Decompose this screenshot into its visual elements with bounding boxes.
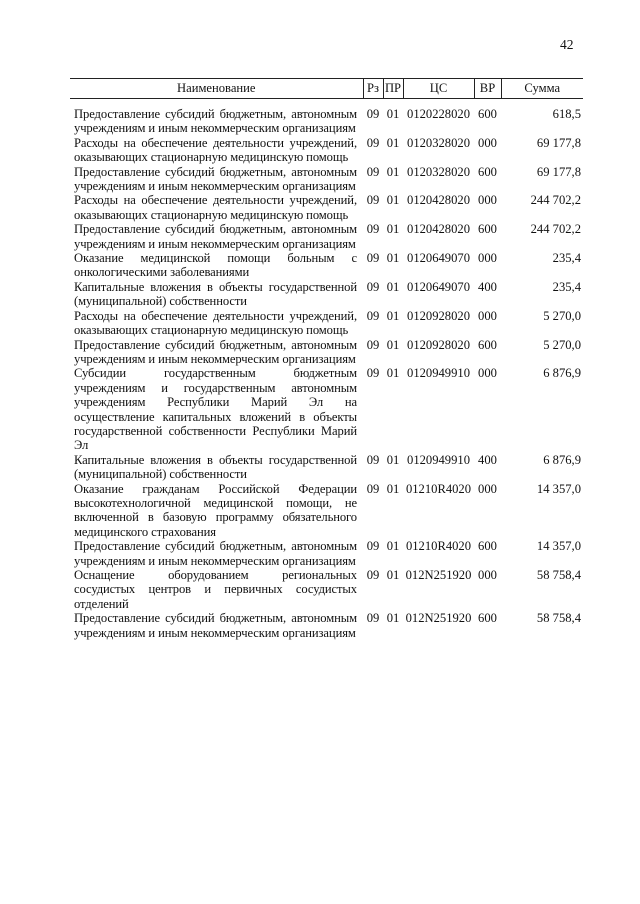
row-cs: 01210R4020 bbox=[405, 481, 472, 496]
row-cs: 0120949910 bbox=[407, 366, 470, 381]
row-sum: 14 357,0 bbox=[536, 539, 581, 554]
table-row bbox=[70, 193, 583, 222]
column-header-sum: Сумма bbox=[501, 79, 583, 99]
table-row bbox=[70, 611, 583, 640]
row-rz: 09 bbox=[366, 308, 380, 323]
row-pr: 01 bbox=[386, 568, 400, 582]
column-header-name: Наименование bbox=[70, 79, 363, 99]
row-name: Предоставление субсидий бюджетным, автономным учреждениям и иным некоммерческим организациям bbox=[74, 107, 357, 136]
table-body bbox=[70, 99, 583, 641]
row-pr: 01 bbox=[386, 539, 400, 554]
row-pr: 01 bbox=[386, 366, 400, 381]
table-row bbox=[70, 338, 583, 367]
table-row bbox=[70, 568, 583, 611]
row-sum: 235,4 bbox=[552, 279, 581, 294]
row-vr: 600 bbox=[478, 611, 497, 626]
row-pr: 01 bbox=[386, 279, 400, 294]
row-vr: 000 bbox=[478, 135, 497, 150]
row-sum: 58 758,4 bbox=[536, 611, 581, 626]
row-pr: 01 bbox=[386, 107, 400, 121]
row-cs: 0120328020 bbox=[407, 135, 470, 150]
row-pr: 01 bbox=[386, 452, 400, 467]
row-sum: 618,5 bbox=[552, 107, 581, 121]
column-header-rz: Рз bbox=[363, 79, 383, 99]
row-pr: 01 bbox=[386, 164, 400, 179]
table-row bbox=[70, 309, 583, 338]
row-pr: 01 bbox=[386, 193, 400, 208]
row-sum: 58 758,4 bbox=[536, 568, 581, 582]
table-row bbox=[70, 222, 583, 251]
row-sum: 5 270,0 bbox=[543, 308, 581, 323]
row-vr: 000 bbox=[478, 193, 497, 208]
row-name: Оказание медицинской помощи больным с онкологическими заболеваниями bbox=[74, 251, 357, 280]
row-name: Расходы на обеспечение деятельности учреждений, оказывающих стационарную медицинскую помощь bbox=[74, 135, 357, 165]
row-pr: 01 bbox=[386, 308, 400, 323]
row-vr: 000 bbox=[478, 308, 497, 323]
table-row bbox=[70, 539, 583, 568]
row-vr: 600 bbox=[478, 337, 497, 352]
row-name: Предоставление субсидий бюджетным, автономным учреждениям и иным некоммерческим организациям bbox=[74, 164, 357, 194]
row-sum: 235,4 bbox=[552, 251, 581, 266]
row-cs: 0120428020 bbox=[407, 193, 470, 208]
row-vr: 400 bbox=[478, 452, 497, 467]
row-vr: 400 bbox=[478, 279, 497, 294]
row-sum: 69 177,8 bbox=[536, 164, 581, 179]
row-vr: 000 bbox=[478, 366, 497, 381]
row-name: Предоставление субсидий бюджетным, автономным учреждениям и иным некоммерческим организациям bbox=[74, 539, 357, 568]
row-rz: 09 bbox=[366, 279, 380, 294]
table-row bbox=[70, 251, 583, 280]
row-sum: 5 270,0 bbox=[543, 337, 581, 352]
row-rz: 09 bbox=[366, 251, 380, 266]
row-name: Предоставление субсидий бюджетным, автономным учреждениям и иным некоммерческим организациям bbox=[74, 222, 357, 251]
row-sum: 69 177,8 bbox=[536, 135, 581, 150]
table-row bbox=[70, 107, 583, 136]
row-vr: 000 bbox=[478, 251, 497, 266]
table-row bbox=[70, 165, 583, 194]
row-rz: 09 bbox=[366, 481, 380, 496]
row-rz: 09 bbox=[366, 222, 380, 237]
row-cs: 0120949910 bbox=[407, 452, 470, 467]
row-pr: 01 bbox=[386, 135, 400, 150]
row-rz: 09 bbox=[366, 611, 380, 626]
row-name: Расходы на обеспечение деятельности учреждений, оказывающих стационарную медицинскую помощь bbox=[74, 193, 357, 222]
row-cs: 0120649070 bbox=[407, 279, 470, 294]
row-rz: 09 bbox=[366, 568, 380, 582]
row-name: Расходы на обеспечение деятельности учреждений, оказывающих стационарную медицинскую помощь bbox=[74, 308, 357, 338]
row-cs: 0120328020 bbox=[407, 164, 470, 179]
row-name: Оказание гражданам Российской Федерации высокотехнологичной медицинской помощи, не включенной в базовую программу обязательного медицинского страхования bbox=[74, 481, 357, 539]
row-vr: 000 bbox=[478, 568, 497, 582]
row-vr: 000 bbox=[478, 481, 497, 496]
table-row bbox=[70, 280, 583, 309]
row-cs: 0120928020 bbox=[407, 308, 470, 323]
budget-table bbox=[70, 78, 583, 640]
table-row bbox=[70, 136, 583, 165]
row-rz: 09 bbox=[366, 193, 380, 208]
page-number: 42 bbox=[560, 37, 574, 52]
table-row bbox=[70, 453, 583, 482]
row-rz: 09 bbox=[366, 107, 380, 121]
row-sum: 244 702,2 bbox=[530, 193, 581, 208]
row-pr: 01 bbox=[386, 611, 400, 626]
row-cs: 0120228020 bbox=[407, 107, 470, 121]
row-sum: 6 876,9 bbox=[543, 366, 581, 381]
row-cs: 012N251920 bbox=[405, 568, 472, 582]
row-vr: 600 bbox=[478, 539, 497, 554]
column-header-pr: ПР bbox=[383, 79, 403, 99]
row-cs: 012N251920 bbox=[405, 611, 472, 626]
row-name: Субсидии государственным бюджетным учреждениям и государственным автономным учреждениям Республики Марий Эл на осуществление капитальных вложений в объекты государственной собственности Республики Марий Эл bbox=[74, 366, 357, 453]
row-rz: 09 bbox=[366, 539, 380, 554]
column-header-vr: ВР bbox=[474, 79, 501, 99]
row-sum: 6 876,9 bbox=[543, 452, 581, 467]
row-name: Оснащение оборудованием региональных сосудистых центров и первичных сосудистых отделений bbox=[74, 568, 357, 611]
row-pr: 01 bbox=[386, 337, 400, 352]
column-header-cs: ЦС bbox=[403, 79, 474, 99]
row-vr: 600 bbox=[478, 222, 497, 237]
row-cs: 0120428020 bbox=[407, 222, 470, 237]
row-cs: 0120928020 bbox=[407, 337, 470, 352]
row-pr: 01 bbox=[386, 222, 400, 237]
row-sum: 244 702,2 bbox=[530, 222, 581, 237]
row-name: Капитальные вложения в объекты государственной (муниципальной) собственности bbox=[74, 279, 357, 309]
row-pr: 01 bbox=[386, 481, 400, 496]
row-vr: 600 bbox=[478, 107, 497, 121]
table-row bbox=[70, 482, 583, 540]
row-rz: 09 bbox=[366, 164, 380, 179]
row-vr: 600 bbox=[478, 164, 497, 179]
row-name: Капитальные вложения в объекты государственной (муниципальной) собственности bbox=[74, 452, 357, 482]
row-pr: 01 bbox=[386, 251, 400, 266]
table-row bbox=[70, 366, 583, 452]
row-cs: 0120649070 bbox=[407, 251, 470, 266]
table-header-row bbox=[70, 79, 583, 99]
row-rz: 09 bbox=[366, 135, 380, 150]
row-rz: 09 bbox=[366, 366, 380, 381]
row-name: Предоставление субсидий бюджетным, автономным учреждениям и иным некоммерческим организациям bbox=[74, 337, 357, 366]
row-name: Предоставление субсидий бюджетным, автономным учреждениям и иным некоммерческим организациям bbox=[74, 611, 357, 640]
row-cs: 01210R4020 bbox=[405, 539, 472, 554]
row-sum: 14 357,0 bbox=[536, 481, 581, 496]
row-rz: 09 bbox=[366, 452, 380, 467]
row-rz: 09 bbox=[366, 337, 380, 352]
